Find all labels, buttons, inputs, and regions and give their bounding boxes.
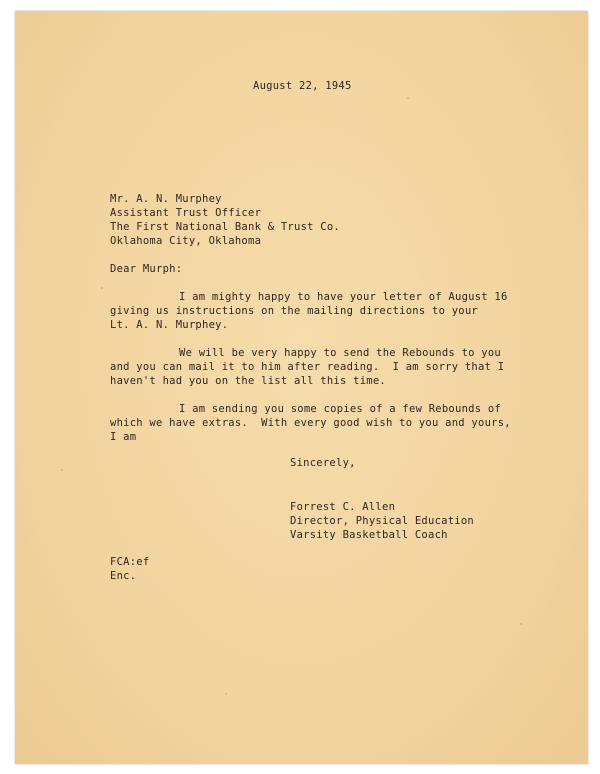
recipient-name: Mr. A. N. Murphey xyxy=(110,193,222,205)
recipient-organization: The First National Bank & Trust Co. xyxy=(110,221,341,233)
paper-speck xyxy=(520,623,522,625)
paragraph-2-line-1: We will be very happy to send the Rebounds to you xyxy=(179,347,502,359)
signature-title-1: Director, Physical Education xyxy=(290,515,475,527)
paragraph-2-line-3: haven't had you on the list all this time. xyxy=(110,375,387,387)
signature-name: Forrest C. Allen xyxy=(290,501,396,513)
paragraph-1-line-1: I am mighty happy to have your letter of August 16 xyxy=(179,291,508,303)
salutation: Dear Murph: xyxy=(110,263,183,275)
paragraph-1-line-2: giving us instructions on the mailing directions to your xyxy=(110,305,479,317)
paragraph-3-line-3: I am xyxy=(110,431,137,443)
paragraph-3-line-1: I am sending you some copies of a few Rebounds of xyxy=(179,403,502,415)
recipient-city: Oklahoma City, Oklahoma xyxy=(110,235,262,247)
paragraph-3-line-2: which we have extras. With every good wish to you and yours, xyxy=(110,417,511,429)
paper-speck xyxy=(407,97,409,99)
letter-page xyxy=(15,11,588,764)
recipient-title: Assistant Trust Officer xyxy=(110,207,262,219)
paper-speck xyxy=(225,693,227,695)
reference-initials: FCA:ef xyxy=(110,556,150,568)
letter-date: August 22, 1945 xyxy=(253,80,352,92)
paper-speck xyxy=(61,469,63,471)
paragraph-2-line-2: and you can mail it to him after reading. I am sorry that I xyxy=(110,361,505,373)
closing: Sincerely, xyxy=(290,457,356,469)
paper-speck xyxy=(101,287,103,289)
paragraph-1-line-3: Lt. A. N. Murphey. xyxy=(110,319,229,331)
signature-title-2: Varsity Basketball Coach xyxy=(290,529,448,541)
enclosure-notation: Enc. xyxy=(110,570,137,582)
